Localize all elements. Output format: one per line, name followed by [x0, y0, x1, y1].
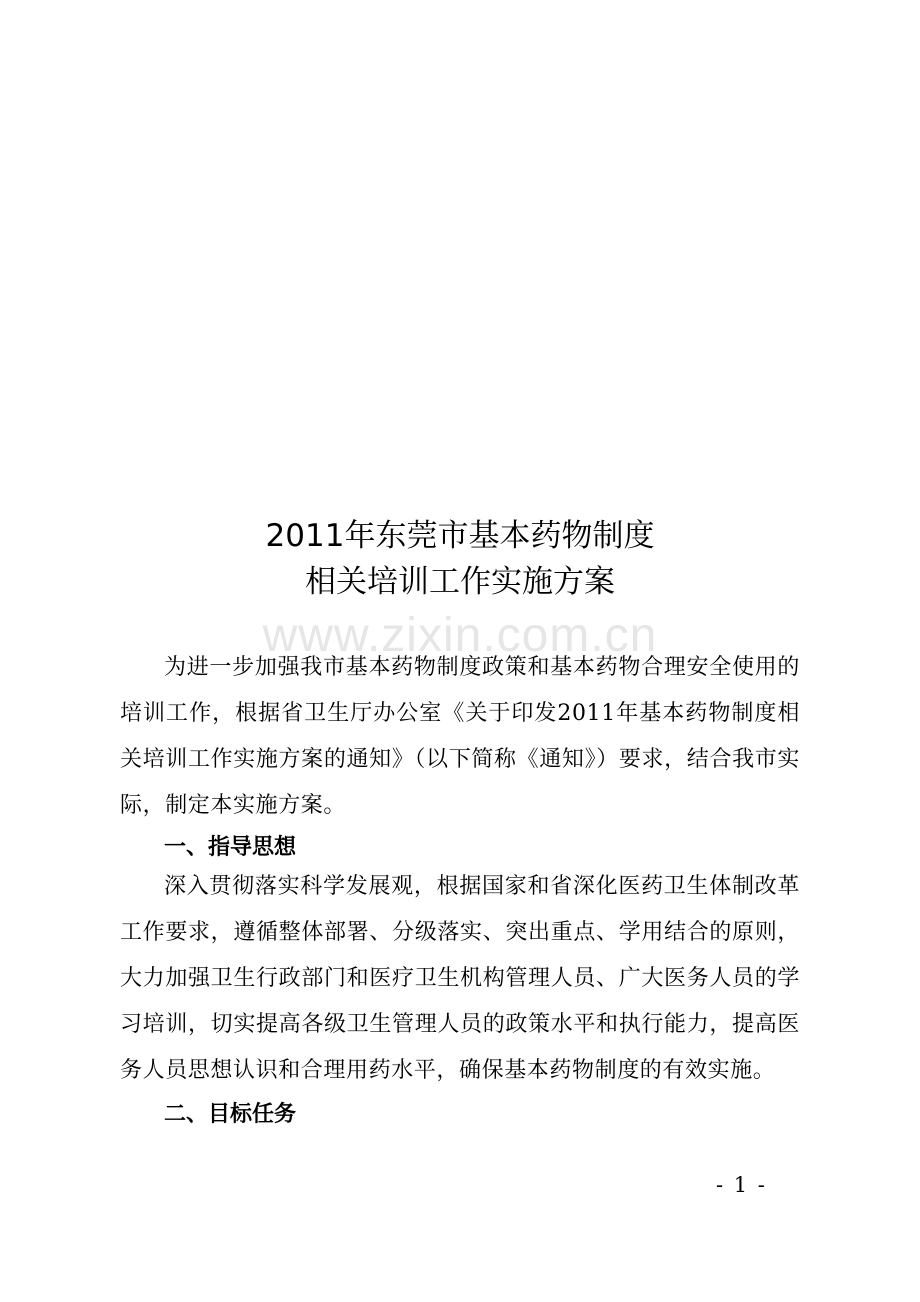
- document-title-line-1: 2011年东莞市基本药物制度: [265, 518, 655, 554]
- intro-paragraph: 为进一步加强我市基本药物制度政策和基本药物合理安全使用的培训工作，根据省卫生厅办公室《关于印发2011年基本药物制度相关培训工作实施方案的通知》（以下简称《通知》）要求，结合我市实际，制定本实施方案。: [120, 655, 800, 818]
- section-heading-goals-tasks: 二、目标任务: [164, 1102, 297, 1127]
- watermark: www.zixin.com.cn: [262, 609, 658, 662]
- document-title-line-2: 相关培训工作实施方案: [305, 564, 615, 600]
- page-number: - 1 -: [716, 1173, 767, 1197]
- guiding-thought-paragraph: 深入贯彻落实科学发展观，根据国家和省深化医药卫生体制改革工作要求，遵循整体部署、分级落实、突出重点、学用结合的原则，大力加强卫生行政部门和医疗卫生机构管理人员、广大医务人员的学习培训，切实提高各级卫生管理人员的政策水平和执行能力，提高医务人员思想认识和合理用药水平，确保基本药物制度的有效实施。: [120, 874, 800, 1083]
- section-heading-guiding-thought: 一、指导思想: [164, 835, 297, 860]
